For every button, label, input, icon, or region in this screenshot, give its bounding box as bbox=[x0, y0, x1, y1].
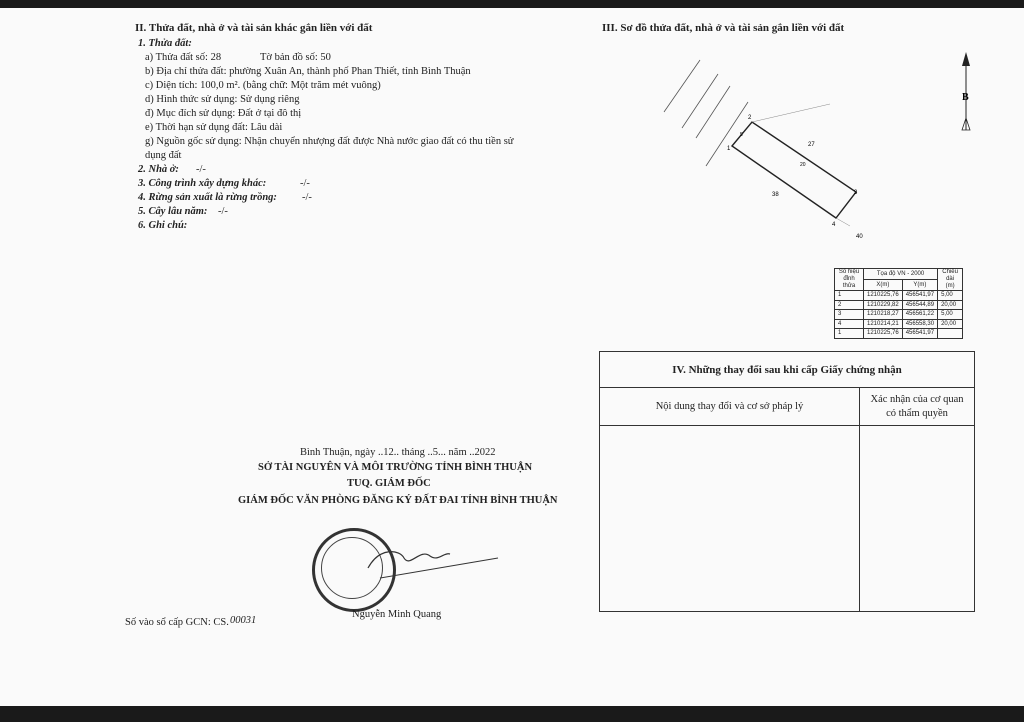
coord-point: 1 bbox=[835, 329, 864, 339]
notes-label: 6. Ghi chú: bbox=[138, 220, 188, 231]
point-4-label: 4 bbox=[832, 222, 836, 228]
neighbour-boundary-2 bbox=[682, 74, 718, 128]
house-label: 2. Nhà ở: bbox=[138, 164, 179, 175]
date-line: Bình Thuận, ngày ..12.. tháng ..5... năm ..2022 bbox=[300, 447, 496, 458]
section2-title: II. Thửa đất, nhà ở và tài sản khác gắn liền với đất bbox=[135, 22, 373, 34]
coord-x: 1210225,76 bbox=[864, 329, 903, 339]
coord-length: 5,00 bbox=[938, 291, 963, 301]
edge-20-label: 20 bbox=[800, 162, 806, 168]
register-label: Số vào sổ cấp GCN: CS. bbox=[125, 617, 229, 628]
road-edge bbox=[696, 86, 730, 138]
leader-line bbox=[752, 104, 830, 122]
table-row bbox=[835, 291, 963, 301]
coord-length: 20,00 bbox=[938, 319, 963, 329]
north-arrow-head bbox=[962, 52, 970, 66]
coord-x: 1210229,82 bbox=[864, 300, 903, 310]
neighbour-40-label: 40 bbox=[856, 234, 863, 238]
coord-header-length: Chiều dài (m) bbox=[938, 269, 963, 291]
table-row bbox=[835, 310, 963, 320]
map-sheet: Tờ bản đồ số: 50 bbox=[260, 52, 331, 63]
construction-label: 3. Công trình xây dựng khác: bbox=[138, 178, 267, 189]
coord-x: 1210225,76 bbox=[864, 291, 903, 301]
parcel-sketch bbox=[600, 38, 1000, 238]
coord-x: 1210218,27 bbox=[864, 310, 903, 320]
coord-length: 20,00 bbox=[938, 300, 963, 310]
house-value: -/- bbox=[196, 164, 206, 175]
table-row bbox=[835, 319, 963, 329]
usage-purpose: đ) Mục đích sử dụng: Đất ở tại đô thị bbox=[145, 108, 302, 119]
coord-y: 456541,97 bbox=[902, 329, 937, 339]
north-label: B bbox=[962, 92, 969, 103]
coordinates-table bbox=[834, 268, 963, 339]
construction-value: -/- bbox=[300, 178, 310, 189]
coord-point: 4 bbox=[835, 319, 864, 329]
table-row bbox=[835, 329, 963, 339]
forest-label: 4. Rừng sản xuất là rừng trồng: bbox=[138, 192, 277, 203]
section3-title: III. Sơ đồ thửa đất, nhà ở và tài sản gắn liền với đất bbox=[602, 22, 845, 34]
department-name: SỞ TÀI NGUYÊN VÀ MÔI TRƯỜNG TỈNH BÌNH THUẬN bbox=[258, 462, 533, 473]
coord-y: 456544,89 bbox=[902, 300, 937, 310]
handwritten-signature bbox=[360, 528, 510, 598]
changes-table bbox=[599, 351, 975, 612]
parcel-outline bbox=[732, 122, 856, 218]
coord-header-system: Tọa độ VN - 2000 bbox=[864, 269, 938, 280]
coord-length-empty bbox=[938, 329, 963, 339]
coord-point: 2 bbox=[835, 300, 864, 310]
parcel-address: b) Địa chỉ thửa đất: phường Xuân An, thành phố Phan Thiết, tỉnh Bình Thuận bbox=[145, 66, 471, 77]
neighbour-27-label: 27 bbox=[808, 142, 815, 148]
usage-term: e) Thời hạn sử dụng đất: Lâu dài bbox=[145, 122, 283, 133]
tuq-label: TUQ. GIÁM ĐỐC bbox=[347, 478, 431, 489]
point-3-label: 3 bbox=[854, 190, 858, 196]
usage-origin-cont: dụng đất bbox=[145, 150, 182, 161]
point-1-label: 1 bbox=[727, 146, 731, 152]
coord-header-point: Số hiệu đỉnh thửa bbox=[835, 269, 864, 291]
coord-header-x: X(m) bbox=[864, 280, 903, 291]
coord-length: 5,00 bbox=[938, 310, 963, 320]
coord-y: 456558,30 bbox=[902, 319, 937, 329]
parcel-number: a) Thửa đất số: 28 bbox=[145, 52, 222, 63]
section4-title: IV. Những thay đổi sau khi cấp Giấy chứng nhận bbox=[600, 352, 974, 388]
coord-header-y: Y(m) bbox=[902, 280, 937, 291]
office-name: GIÁM ĐỐC VĂN PHÒNG ĐĂNG KÝ ĐẤT ĐAI TỈNH BÌNH THUẬN bbox=[238, 495, 558, 506]
leader-line-2 bbox=[836, 218, 850, 226]
usage-form: d) Hình thức sử dụng: Sử dụng riêng bbox=[145, 94, 300, 105]
certificate-page bbox=[0, 8, 1024, 706]
parcel-heading: 1. Thửa đất: bbox=[138, 38, 192, 49]
coord-point: 3 bbox=[835, 310, 864, 320]
column-divider bbox=[859, 388, 860, 612]
forest-value: -/- bbox=[302, 192, 312, 203]
table-row bbox=[835, 300, 963, 310]
register-number: 00031 bbox=[230, 615, 257, 626]
coord-y: 456561,22 bbox=[902, 310, 937, 320]
point-2-label: 2 bbox=[748, 115, 752, 121]
neighbour-38-label: 38 bbox=[772, 192, 779, 198]
parcel-area: c) Diện tích: 100,0 m². (bằng chữ: Một trăm mét vuông) bbox=[145, 80, 381, 91]
edge-5-label: 5 bbox=[740, 132, 743, 138]
usage-origin: g) Nguồn gốc sử dụng: Nhận chuyển nhượng đất được Nhà nước giao đất có thu tiền sử bbox=[145, 136, 514, 147]
signer-name: Nguyễn Minh Quang bbox=[352, 609, 442, 620]
coord-x: 1210214,21 bbox=[864, 319, 903, 329]
coord-y: 456541,97 bbox=[902, 291, 937, 301]
neighbour-boundary bbox=[664, 60, 700, 112]
coord-point: 1 bbox=[835, 291, 864, 301]
perennial-label: 5. Cây lâu năm: bbox=[138, 206, 208, 217]
changes-col-confirm-2: có thẩm quyền bbox=[886, 407, 948, 419]
changes-col-content: Nội dung thay đổi và cơ sở pháp lý bbox=[600, 388, 859, 426]
changes-col-confirm-1: Xác nhận của cơ quan bbox=[870, 393, 964, 405]
changes-col-confirm bbox=[860, 388, 974, 426]
perennial-value: -/- bbox=[218, 206, 228, 217]
